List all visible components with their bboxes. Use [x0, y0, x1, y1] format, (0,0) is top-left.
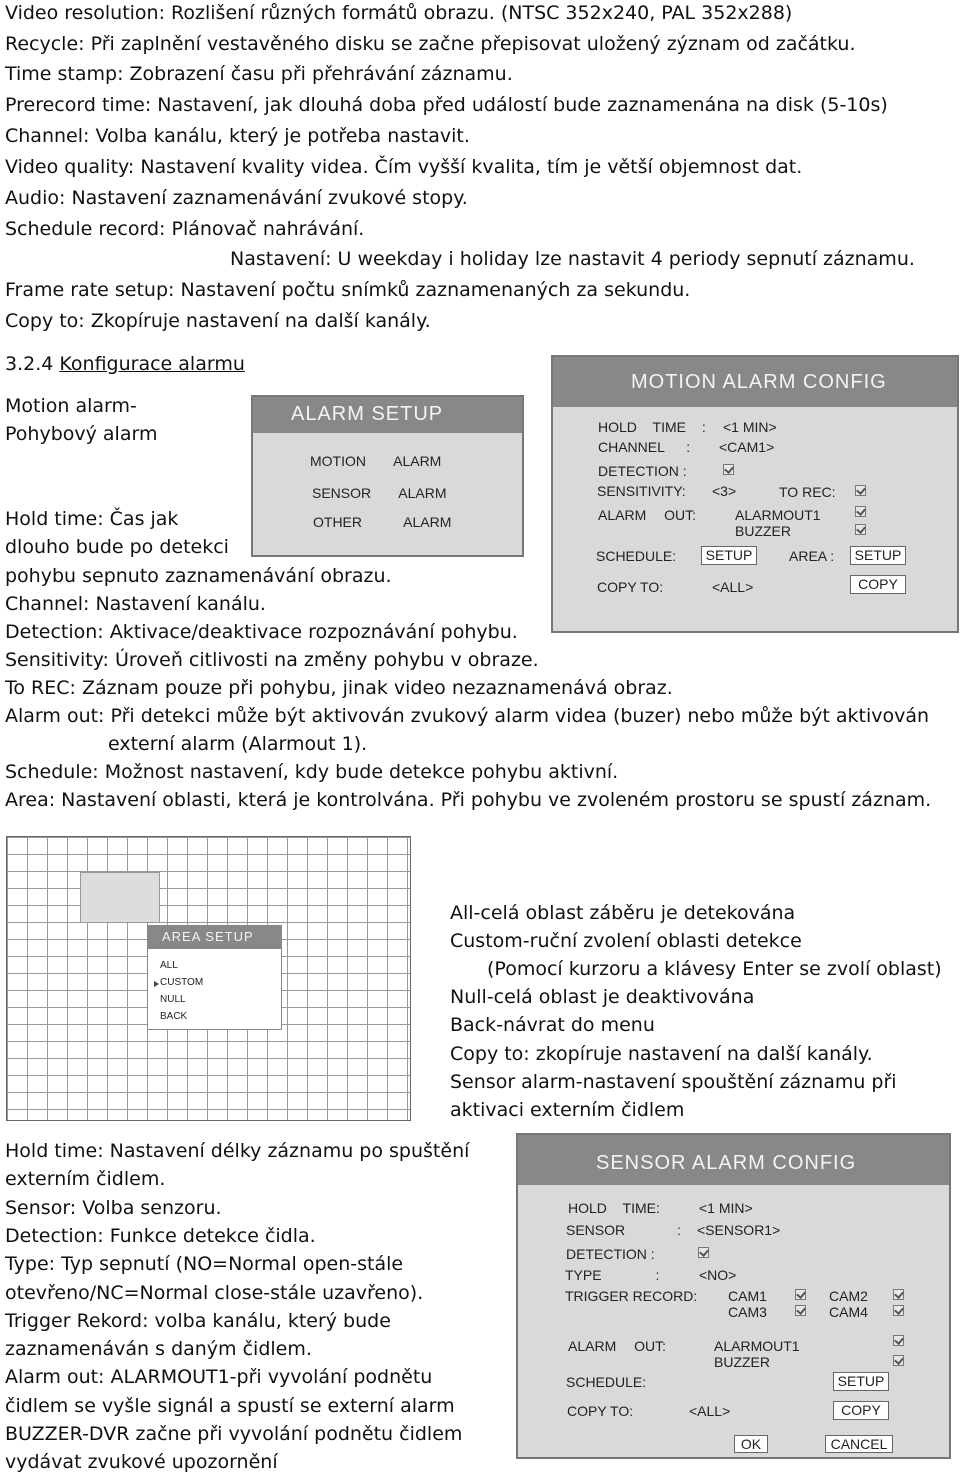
section-heading: [5, 353, 245, 375]
alarm-out-1: ALARMOUT1: [735, 507, 821, 523]
alarm-out-2: BUZZER: [735, 523, 791, 539]
hold-desc: dlouho bude po detekci: [5, 536, 229, 558]
channel-label: CHANNEL :: [598, 439, 691, 455]
cam4-label: CAM4: [829, 1304, 868, 1320]
area-setup-body: [148, 949, 281, 1029]
hold-time-value[interactable]: <1 MIN>: [699, 1200, 753, 1216]
cam3-label: CAM3: [728, 1304, 767, 1320]
area-desc-line: Custom-ruční zvolení oblasti detekce: [450, 930, 802, 952]
menu-item-other-alarm[interactable]: OTHER ALARM: [313, 514, 452, 530]
motion-label: Motion alarm-: [5, 395, 137, 417]
trigger-record-label: TRIGGER RECORD:: [565, 1288, 698, 1304]
motion-desc-line: Channel: Nastavení kanálu.: [5, 593, 266, 615]
motion-desc-line: To REC: Záznam pouze při pohybu, jinak video nezaznamenává obraz.: [5, 677, 673, 699]
area-item-all[interactable]: ALL: [160, 960, 178, 971]
copy-button[interactable]: COPY: [833, 1401, 889, 1420]
intro-line: Nastavení: U weekday i holiday lze nastavit 4 periody sepnutí záznamu.: [230, 248, 915, 270]
sensor-desc-line: Type: Typ sepnutí (NO=Normal open-stále: [5, 1253, 404, 1275]
intro-line: Video quality: Nastavení kvality videa. Čím vyšší kvalita, tím je větší objemnost dat.: [5, 156, 803, 178]
area-grid[interactable]: [6, 836, 411, 1121]
alarm-out-2: BUZZER: [714, 1354, 770, 1370]
area-item-custom[interactable]: CUSTOM: [160, 977, 204, 988]
area-desc-line: Back-návrat do menu: [450, 1014, 655, 1036]
area-desc-line: Copy to: zkopíruje nastavení na další kanály.: [450, 1043, 873, 1065]
cam1-checkbox-icon[interactable]: [795, 1289, 806, 1300]
alarm-setup-body: [253, 433, 522, 555]
motion-desc-line: Alarm out: Při detekci může být aktivován zvukový alarm videa (buzer) nebo může být aktivován: [5, 705, 930, 727]
motion-desc-line: pohybu sepnuto zaznamenávání obrazu.: [5, 565, 392, 587]
sensor-config-body: [518, 1185, 949, 1457]
type-value[interactable]: <NO>: [699, 1267, 737, 1283]
hold-time-label: HOLD TIME :: [598, 419, 706, 435]
motion-desc-line: Area: Nastavení oblasti, která je kontrolvána. Při pohybu ve zvoleném prostoru se spustí záznam.: [5, 789, 932, 811]
cam2-checkbox-icon[interactable]: [893, 1289, 904, 1300]
sensor-desc-line: vydávat zvukové upozornění: [5, 1451, 278, 1473]
intro-line: Prerecord time: Nastavení, jak dlouhá doba před událostí bude zaznamenána na disk (5-10s): [5, 94, 888, 116]
to-rec-label: TO REC:: [779, 484, 836, 500]
detection-label: DETECTION :: [566, 1246, 655, 1262]
alarm-setup-title: ALARM SETUP: [253, 397, 522, 433]
menu-item-sensor-alarm[interactable]: SENSOR ALARM: [312, 485, 447, 501]
area-setup-button[interactable]: SETUP: [850, 546, 906, 565]
triangle-pointer-icon: [154, 981, 159, 987]
sensor-desc-line: otevřeno/NC=Normal close-stále uzavřeno).: [5, 1282, 424, 1304]
sensitivity-label: SENSITIVITY:: [597, 483, 686, 499]
alarm-setup-panel: [251, 395, 524, 557]
motion-desc-line: Sensitivity: Úroveň citlivosti na změny pohybu v obraze.: [5, 649, 539, 671]
to-rec-checkbox-icon[interactable]: [855, 485, 866, 496]
section-number: 3.2.4: [5, 353, 54, 375]
area-desc-line: Null-celá oblast je deaktivována: [450, 986, 755, 1008]
buzzer-checkbox-icon[interactable]: [855, 524, 866, 535]
area-setup-panel: [147, 925, 282, 1030]
intro-line: Time stamp: Zobrazení času při přehrávání záznamu.: [5, 63, 513, 85]
area-item-null[interactable]: NULL: [160, 994, 186, 1005]
sensitivity-value[interactable]: <3>: [712, 483, 737, 499]
sensor-config-panel: [516, 1133, 951, 1459]
alarm-out-1: ALARMOUT1: [714, 1338, 800, 1354]
motion-config-body: [553, 407, 957, 631]
area-desc-line: aktivaci externím čidlem: [450, 1099, 685, 1121]
alarm-out-1-checkbox-icon[interactable]: [893, 1335, 904, 1346]
channel-value[interactable]: <CAM1>: [719, 439, 775, 455]
schedule-setup-button[interactable]: SETUP: [701, 546, 757, 565]
sensor-desc-line: Trigger Rekord: volba kanálu, který bude: [5, 1310, 391, 1332]
motion-label: Pohybový alarm: [5, 423, 158, 445]
area-label: AREA :: [789, 548, 835, 564]
sensor-desc-line: čidlem se vyšle signál a spustí se externí alarm: [5, 1395, 455, 1417]
intro-line: Copy to: Zkopíruje nastavení na další kanály.: [5, 310, 431, 332]
sensor-label: SENSOR :: [566, 1222, 681, 1238]
cam1-label: CAM1: [728, 1288, 767, 1304]
intro-line: Channel: Volba kanálu, který je potřeba nastavit.: [5, 125, 470, 147]
detection-checkbox-icon[interactable]: [723, 464, 734, 475]
alarm-out-label: ALARM OUT:: [598, 507, 697, 523]
area-setup-title: AREA SETUP: [148, 926, 281, 949]
alarm-out-label: ALARM OUT:: [568, 1338, 667, 1354]
sensor-desc-line: externím čidlem.: [5, 1168, 166, 1190]
intro-line: Schedule record: Plánovač nahrávání.: [5, 218, 365, 240]
motion-desc-line: Detection: Aktivace/deaktivace rozpoznávání pohybu.: [5, 621, 518, 643]
copy-to-label: COPY TO:: [567, 1403, 634, 1419]
sensor-desc-line: zaznamenáván s daným čidlem.: [5, 1338, 312, 1360]
cam2-label: CAM2: [829, 1288, 868, 1304]
area-item-back[interactable]: BACK: [160, 1011, 188, 1022]
intro-line: Audio: Nastavení zaznamenávání zvukové stopy.: [5, 187, 468, 209]
section-title: Konfigurace alarmu: [59, 353, 245, 375]
cam4-checkbox-icon[interactable]: [893, 1305, 904, 1316]
hold-time-label: HOLD TIME:: [568, 1200, 660, 1216]
sensor-desc-line: Sensor: Volba senzoru.: [5, 1197, 222, 1219]
sensor-desc-line: Alarm out: ALARMOUT1-při vyvolání podnětu: [5, 1366, 433, 1388]
area-desc-line: Sensor alarm-nastavení spouštění záznamu při: [450, 1071, 897, 1093]
sensor-value[interactable]: <SENSOR1>: [697, 1222, 781, 1238]
schedule-label: SCHEDULE:: [596, 548, 677, 564]
selected-area-block: [80, 872, 160, 923]
detection-checkbox-icon[interactable]: [698, 1247, 709, 1258]
copy-to-value[interactable]: <ALL>: [689, 1403, 731, 1419]
hold-desc: Hold time: Čas jak: [5, 508, 179, 530]
copy-to-value[interactable]: <ALL>: [712, 579, 754, 595]
intro-line: Recycle: Při zaplnění vestavěného disku se začne přepisovat uložený zýznam od začátku.: [5, 33, 856, 55]
motion-desc-line: externí alarm (Alarmout 1).: [108, 733, 368, 755]
detection-label: DETECTION :: [598, 463, 687, 479]
hold-time-value[interactable]: <1 MIN>: [723, 419, 777, 435]
schedule-label: SCHEDULE:: [566, 1374, 647, 1390]
alarm-out-1-checkbox-icon[interactable]: [855, 506, 866, 517]
sensor-desc-line: Hold time: Nastavení délky záznamu po spuštění: [5, 1140, 470, 1162]
motion-config-panel: [551, 355, 959, 633]
menu-item-motion-alarm[interactable]: MOTION ALARM: [310, 453, 442, 469]
motion-desc-line: Schedule: Možnost nastavení, kdy bude detekce pohybu aktivní.: [5, 761, 619, 783]
intro-line: Video resolution: Rozlišení různých formátů obrazu. (NTSC 352x240, PAL 352x288): [5, 2, 793, 24]
buzzer-checkbox-icon[interactable]: [893, 1355, 904, 1366]
cam3-checkbox-icon[interactable]: [795, 1305, 806, 1316]
sensor-desc-line: Detection: Funkce detekce čidla.: [5, 1225, 316, 1247]
copy-button[interactable]: COPY: [850, 575, 906, 594]
sensor-config-title: SENSOR ALARM CONFIG: [518, 1135, 949, 1185]
intro-line: Frame rate setup: Nastavení počtu snímků zaznamenaných za sekundu.: [5, 279, 691, 301]
copy-to-label: COPY TO:: [597, 579, 664, 595]
area-desc-line: (Pomocí kurzoru a klávesy Enter se zvolí oblast): [487, 958, 942, 980]
motion-config-title: MOTION ALARM CONFIG: [553, 357, 957, 407]
ok-button[interactable]: OK: [734, 1435, 768, 1453]
area-desc-line: All-celá oblast záběru je detekována: [450, 902, 796, 924]
sensor-desc-line: BUZZER-DVR začne při vyvolání podnětu čidlem: [5, 1423, 463, 1445]
type-label: TYPE :: [565, 1267, 660, 1283]
schedule-setup-button[interactable]: SETUP: [833, 1372, 889, 1391]
cancel-button[interactable]: CANCEL: [825, 1435, 893, 1453]
